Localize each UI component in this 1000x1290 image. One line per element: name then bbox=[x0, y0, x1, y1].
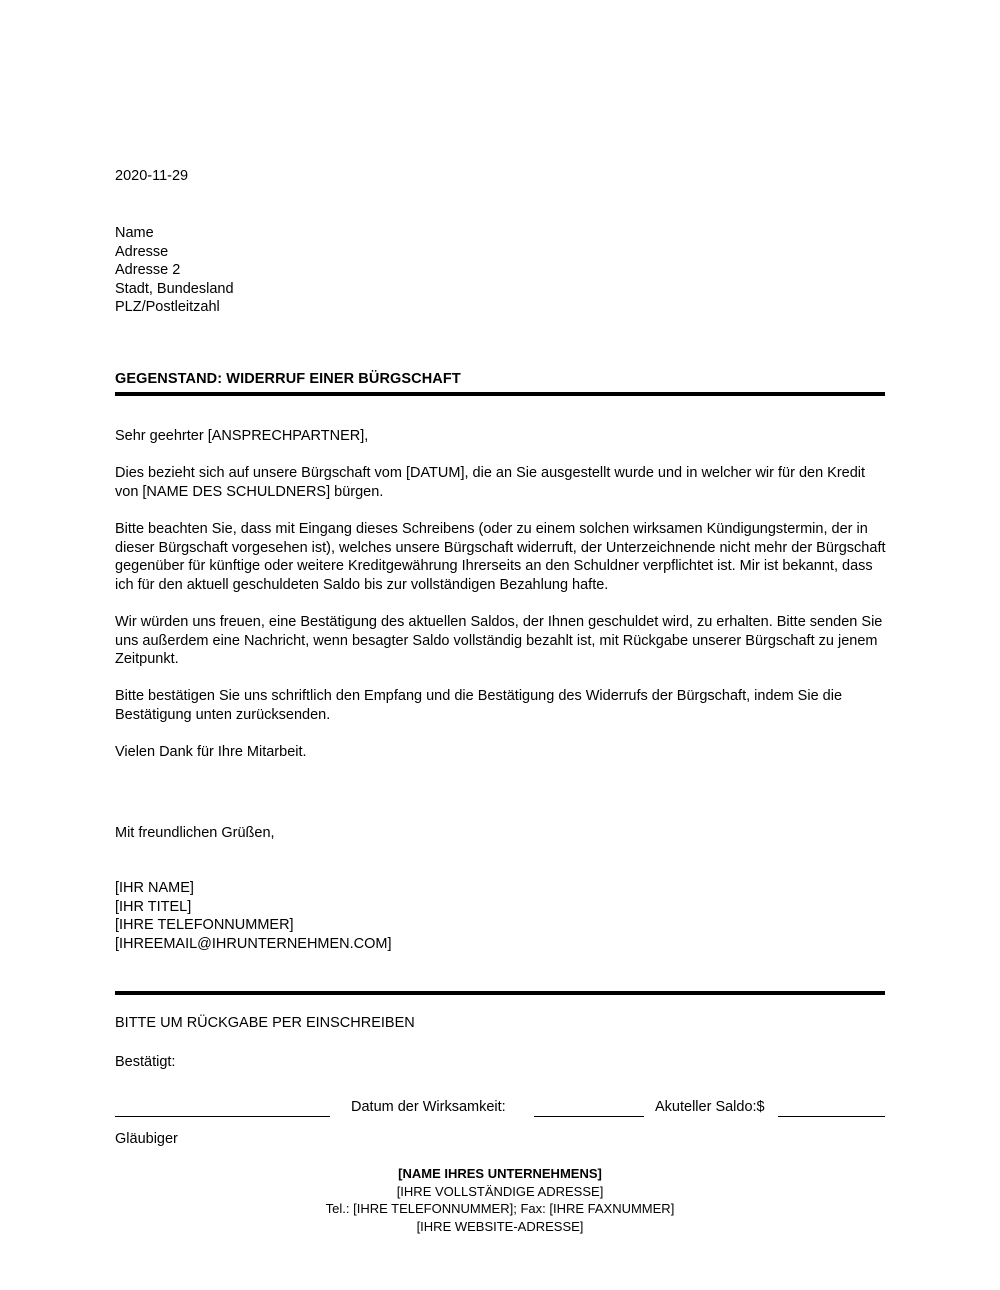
effective-date-field-line[interactable] bbox=[534, 1099, 644, 1117]
signature-phone: [IHRE TELEFONNUMMER] bbox=[115, 917, 294, 934]
current-balance-label: Akuteller Saldo:$ bbox=[655, 1099, 765, 1115]
signature-name: [IHR NAME] bbox=[115, 880, 194, 896]
footer-address: [IHRE VOLLSTÄNDIGE ADRESSE] bbox=[396, 1183, 604, 1199]
body-paragraph-2: Bitte beachten Sie, dass mit Eingang dieses Schreibens (oder zu einem solchen wirksamen Kündigungstermin, der in dieser Bürgschaft vorgesehen ist), welches unsere Bürgschaft widerruft, der Unterzeichnende nicht mehr der Bürgschaft gegenüber für künftige oder weitere Kreditgewährung Ihrerseits an den Schuldner verpflichtet ist. Mir ist bekannt, dass ich für den aktuell geschuldeten Saldo bis zur vollständigen Bezahlung hafte. bbox=[115, 520, 886, 593]
page-footer bbox=[115, 1165, 885, 1235]
body-paragraph-4: Bitte bestätigen Sie uns schriftlich den Empfang und die Bestätigung des Widerrufs der Bürgschaft, indem Sie die Bestätigung unten zurücksenden. bbox=[115, 688, 843, 723]
letter-date: 2020-11-29 bbox=[115, 168, 189, 184]
salutation: Sehr geehrter [ANSPRECHPARTNER], bbox=[115, 428, 369, 444]
subject-heading: GEGENSTAND: WIDERRUF EINER BÜRGSCHAFT bbox=[115, 371, 461, 387]
acknowledgement-fields-row bbox=[115, 1095, 885, 1117]
letter-page bbox=[115, 0, 885, 1290]
acknowledgement-confirmed-label: Bestätigt: bbox=[115, 1054, 176, 1070]
footer-website: [IHRE WEBSITE-ADRESSE] bbox=[416, 1218, 584, 1234]
letter-body bbox=[115, 427, 891, 780]
recipient-line-name: Name bbox=[115, 225, 154, 241]
body-paragraph-3: Wir würden uns freuen, eine Bestätigung des aktuellen Saldos, der Ihnen geschuldet wird, zu erhalten. Bitte senden Sie uns außerdem eine Nachricht, wenn besagter Saldo vollständig bezahlt ist, mit Rückgabe unserer Bürgschaft zu jenem Zeitpunkt. bbox=[115, 613, 883, 668]
recipient-line-address-2: Adresse 2 bbox=[115, 262, 181, 279]
creditor-label: Gläubiger bbox=[115, 1131, 178, 1147]
signature-title: [IHR TITEL] bbox=[115, 898, 192, 915]
recipient-line-postal-code: PLZ/Postleitzahl bbox=[115, 299, 220, 316]
recipient-line-city-state: Stadt, Bundesland bbox=[115, 280, 234, 297]
recipient-address-block bbox=[115, 224, 234, 317]
effective-date-label: Datum der Wirksamkeit: bbox=[351, 1099, 506, 1115]
current-balance-field-line[interactable] bbox=[778, 1099, 885, 1117]
acknowledgement-divider bbox=[115, 991, 885, 995]
acknowledgement-title: BITTE UM RÜCKGABE PER EINSCHREIBEN bbox=[115, 1015, 415, 1031]
recipient-line-address: Adresse bbox=[115, 243, 169, 260]
heading-divider-top bbox=[115, 392, 885, 396]
body-paragraph-5: Vielen Dank für Ihre Mitarbeit. bbox=[115, 744, 307, 761]
signature-field-line[interactable] bbox=[115, 1099, 330, 1117]
signature-block bbox=[115, 879, 392, 953]
footer-contact: Tel.: [IHRE TELEFONNUMMER]; Fax: [IHRE FAXNUMMER] bbox=[325, 1201, 675, 1216]
closing-salutation: Mit freundlichen Grüßen, bbox=[115, 825, 275, 841]
signature-email: [IHREEMAIL@IHRUNTERNEHMEN.COM] bbox=[115, 935, 392, 952]
footer-company-name: [NAME IHRES UNTERNEHMENS] bbox=[398, 1166, 602, 1181]
body-paragraph-1: Dies bezieht sich auf unsere Bürgschaft vom [DATUM], die an Sie ausgestellt wurde und in welcher wir für den Kredit von [NAME DES SCHULDNERS] bürgen. bbox=[115, 465, 866, 500]
